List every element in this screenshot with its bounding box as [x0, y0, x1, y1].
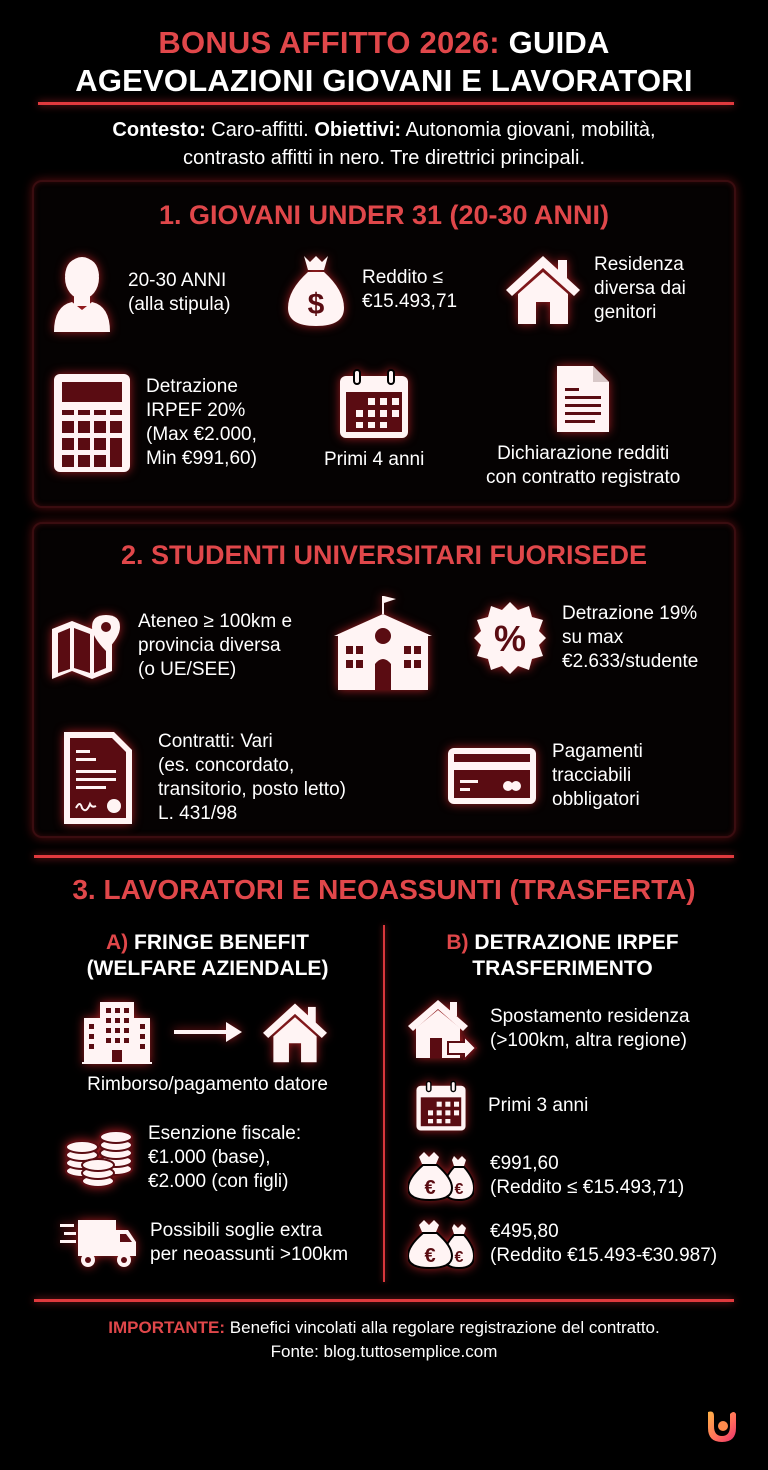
context-text: [0, 116, 768, 172]
item-line: Primi 3 anni: [488, 1095, 589, 1116]
item-extra-thresholds: [58, 1218, 348, 1268]
svg-text:€: €: [454, 1249, 464, 1266]
office-building-icon: [82, 1000, 152, 1064]
item-line: €495,80: [490, 1221, 559, 1242]
house-move-icon: [408, 998, 478, 1060]
item-line: Spostamento residenza: [490, 1006, 690, 1027]
item-line: €1.000 (base),: [148, 1147, 271, 1168]
col-b-prefix: B): [446, 931, 469, 954]
item-line: 20-30 ANNI: [128, 270, 227, 291]
page-title: [0, 24, 768, 100]
item-line: (>100km, altra regione): [490, 1030, 687, 1051]
credit-card-icon: [446, 746, 538, 806]
item-line: Dichiarazione redditi: [497, 443, 670, 464]
item-line: diversa dai: [594, 278, 686, 299]
svg-text:$: $: [307, 288, 325, 321]
brand-logo-icon: [704, 1408, 740, 1444]
item-relocation: [408, 998, 690, 1060]
item-years: [324, 368, 424, 472]
title-line-2: AGEVOLAZIONI GIOVANI E LAVORATORI: [75, 63, 693, 98]
item-line: (o UE/SEE): [138, 659, 237, 680]
item-distance: [50, 610, 292, 682]
title-highlight: BONUS AFFITTO 2026:: [158, 25, 500, 60]
col-a-title-2: (WELFARE AZIENDALE): [86, 957, 329, 980]
section-title: 1. GIOVANI UNDER 31 (20-30 ANNI): [158, 200, 610, 230]
col-a-prefix: A): [105, 931, 129, 954]
money-bags-euro-icon: [408, 1150, 474, 1202]
item-line: Possibili soglie extra: [150, 1220, 323, 1241]
calendar-icon: [414, 1080, 468, 1132]
item-line: Ateneo ≥ 100km e: [138, 611, 293, 632]
column-divider: [383, 925, 385, 1282]
col-a-title: [40, 930, 375, 982]
col-a-title-1: FRINGE BENEFIT: [134, 931, 310, 954]
objectives-label: Obiettivi:: [314, 119, 401, 141]
flow-caption: Rimborso/pagamento datore: [87, 1074, 328, 1095]
item-amount-1: [408, 1150, 684, 1202]
item-line: Esenzione fiscale:: [148, 1123, 302, 1144]
item-line: obbligatori: [552, 789, 640, 810]
item-line: €991,60: [490, 1153, 559, 1174]
important-text: Benefici vincolati alla regolare registrazione del contratto.: [229, 1318, 660, 1337]
university-building-icon: [330, 594, 436, 692]
svg-text:€: €: [424, 1245, 436, 1267]
item-residence: [504, 252, 686, 326]
item-line: Detrazione 19%: [562, 603, 698, 624]
objectives-value: Autonomia giovani, mobilità,: [405, 119, 656, 141]
item-line: Detrazione: [146, 376, 238, 397]
svg-text:€: €: [424, 1177, 436, 1199]
section-giovani: [32, 180, 736, 508]
item-line: Residenza: [594, 254, 684, 275]
item-line: provincia diversa: [138, 635, 281, 656]
source-text: Fonte: blog.tuttosemplice.com: [270, 1342, 498, 1361]
arrow-right-icon: [172, 1020, 244, 1044]
delivery-truck-icon: [58, 1218, 138, 1268]
col-b-title-2: TRASFERIMENTO: [472, 957, 653, 980]
item-line: su max: [562, 627, 624, 648]
contract-icon: [62, 730, 134, 826]
footer: [0, 1316, 768, 1364]
item-line: (Max €2.000,: [146, 424, 257, 445]
title-part: GUIDA: [508, 25, 610, 60]
header-divider: [38, 102, 734, 105]
item-line: genitori: [594, 302, 657, 323]
item-line: IRPEF 20%: [146, 400, 246, 421]
col-b-title-1: DETRAZIONE IRPEF: [474, 931, 679, 954]
item-amount-2: [408, 1218, 717, 1270]
percent-badge-icon: [472, 600, 548, 676]
objectives-value-2: contrasto affitti in nero. Tre direttrici principali.: [182, 147, 586, 169]
item-line: €15.493,71: [362, 291, 458, 312]
money-bags-euro-icon: [408, 1218, 474, 1270]
item-deduction: [52, 372, 257, 474]
section-title: 2. STUDENTI UNIVERSITARI FUORISEDE: [120, 540, 648, 570]
context-label: Contesto:: [112, 119, 206, 141]
coins-stack-icon: [64, 1127, 134, 1189]
item-line: Pagamenti: [552, 741, 643, 762]
item-line: (es. concordato,: [158, 755, 295, 776]
item-line: (alla stipula): [128, 294, 231, 315]
item-line: (Reddito €15.493-€30.987): [490, 1245, 718, 1266]
svg-text:€: €: [454, 1181, 464, 1198]
item-contracts: [62, 730, 346, 826]
calendar-icon: [338, 368, 410, 440]
item-line: Min €991,60): [146, 448, 257, 469]
section-studenti: [32, 522, 736, 838]
item-deduction-19: [472, 600, 698, 676]
document-icon: [555, 364, 611, 434]
col-b-title: [395, 930, 730, 982]
item-line: transitorio, posto letto): [158, 779, 346, 800]
context-value: Caro-affitti.: [211, 119, 309, 141]
item-line: Contratti: Vari: [158, 731, 273, 752]
item-income: [286, 252, 457, 328]
svg-text:%: %: [493, 618, 527, 659]
item-line: (Reddito ≤ €15.493,71): [490, 1177, 685, 1198]
item-declaration: [486, 364, 680, 490]
money-bag-dollar-icon: [286, 252, 346, 328]
house-icon: [260, 1000, 330, 1064]
item-university: [330, 594, 436, 692]
item-line: Reddito ≤: [362, 267, 444, 288]
calculator-icon: [52, 372, 132, 474]
section3-divider: [34, 855, 734, 858]
footer-divider: [34, 1299, 734, 1302]
item-line: €2.000 (con figli): [148, 1171, 289, 1192]
important-label: IMPORTANTE:: [108, 1318, 226, 1337]
section3-title: 3. LAVORATORI E NEOASSUNTI (TRASFERTA): [72, 874, 696, 905]
item-line: tracciabili: [552, 765, 632, 786]
item-tax-exemption: [64, 1122, 301, 1194]
item-line: L. 431/98: [158, 803, 238, 824]
item-line: per neoassunti >100km: [150, 1244, 349, 1265]
item-age: [52, 254, 230, 332]
item-line: €2.633/studente: [562, 651, 699, 672]
person-icon: [52, 254, 112, 332]
item-line: Primi 4 anni: [324, 449, 425, 470]
map-pin-icon: [50, 613, 124, 679]
employer-flow: [82, 1000, 330, 1064]
item-payments: [446, 740, 643, 812]
house-icon: [504, 252, 582, 326]
item-three-years: [414, 1080, 588, 1132]
item-line: con contratto registrato: [486, 467, 681, 488]
